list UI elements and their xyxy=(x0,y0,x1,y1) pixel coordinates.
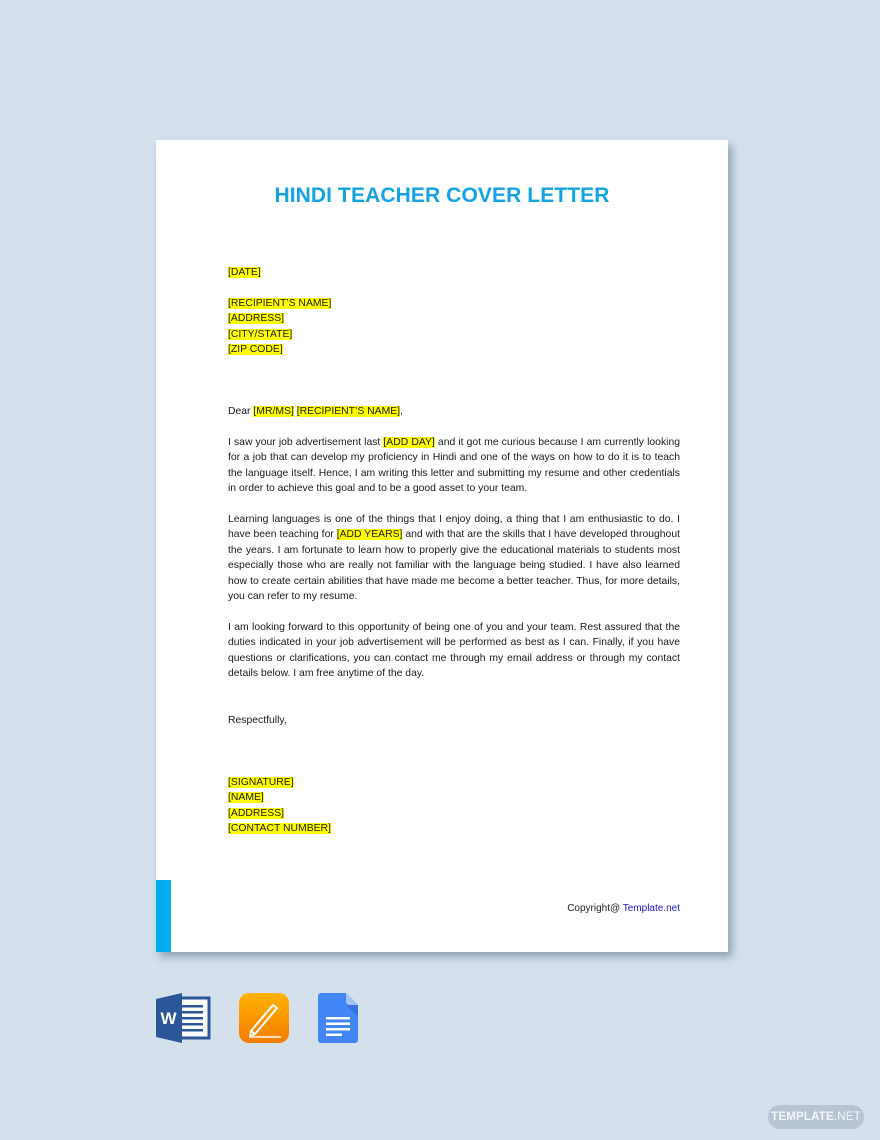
recipient-address-placeholder: [ADDRESS] xyxy=(228,313,285,325)
watermark-thin: .NET xyxy=(833,1111,861,1123)
date-block xyxy=(228,265,261,280)
paragraph-2-text-cont: and with that are the skills that I have developed throughout the years. I am fortunate to learn how to properly give the educational materials to students most especially those who are really not familiar with the language being studied. I have also learned how to create certain abilities that have made me become a better teacher. Thus, for more details, you can refer to my resume. xyxy=(228,529,681,603)
sender-address-placeholder: [ADDRESS] xyxy=(228,807,285,819)
paragraph-3: I am looking forward to this opportunity of being one of you and your team. Rest assured that the duties indicated in your job advertisement will be performed as best as I can. Finally, if you have questions or clarifications, you can contact me through my email address or through my contact details below. I am free anytime of the day. xyxy=(228,622,680,680)
paragraph-1 xyxy=(228,435,680,497)
letter-page xyxy=(156,140,728,952)
salutation-suffix: , xyxy=(400,406,403,417)
paragraph-1-text-cont: and it got me curious because I am currently looking for a job that can develop my proficiency in Hindi and one of the ways on how to do it is to teach the language itself. Hence, I am writing this letter and submitting my resume and other credentials in order to achieve this goal and to be a good asset to your team. xyxy=(228,437,681,495)
copyright-notice xyxy=(567,903,680,914)
template-net-link[interactable]: Template.net xyxy=(622,903,680,914)
signature-placeholder: [SIGNATURE] xyxy=(228,777,294,788)
add-years-placeholder: [ADD YEARS] xyxy=(336,529,403,541)
salutation-name-placeholder: [RECIPIENT’S NAME] xyxy=(296,406,401,417)
word-icon[interactable] xyxy=(156,993,212,1048)
salutation-prefix: Dear xyxy=(228,406,254,417)
recipient-zip-placeholder: [ZIP CODE] xyxy=(228,344,283,356)
document-title: HINDI TEACHER COVER LETTER xyxy=(274,184,610,207)
recipient-city-state-placeholder: [CITY/STATE] xyxy=(228,328,293,340)
sender-block xyxy=(228,775,331,837)
closing: Respectfully, xyxy=(228,715,287,726)
pages-icon[interactable] xyxy=(239,993,289,1048)
watermark-bold: TEMPLATE xyxy=(771,1111,834,1123)
salutation-title-placeholder: [MR/MS] xyxy=(253,406,294,417)
copyright-label: Copyright@ xyxy=(567,903,623,914)
salutation xyxy=(228,404,403,419)
google-docs-icon[interactable] xyxy=(318,993,358,1048)
date-placeholder: [DATE] xyxy=(228,267,261,278)
accent-bar xyxy=(156,880,171,952)
contact-number-placeholder: [CONTACT NUMBER] xyxy=(228,823,331,835)
svg-text:W: W xyxy=(160,1009,177,1028)
paragraph-1-text: I saw your job advertisement last xyxy=(228,437,384,448)
recipient-name-placeholder: [RECIPIENT’S NAME] xyxy=(228,298,332,309)
recipient-block xyxy=(228,296,331,358)
sender-name-placeholder: [NAME] xyxy=(228,792,264,804)
add-day-placeholder: [ADD DAY] xyxy=(383,437,435,448)
paragraph-2-text: Learning languages is one of the things that I enjoy doing, a thing that I am enthusiastic to do. I have been teaching for xyxy=(228,514,680,541)
paragraph-2 xyxy=(228,512,680,604)
template-net-watermark xyxy=(768,1105,864,1129)
